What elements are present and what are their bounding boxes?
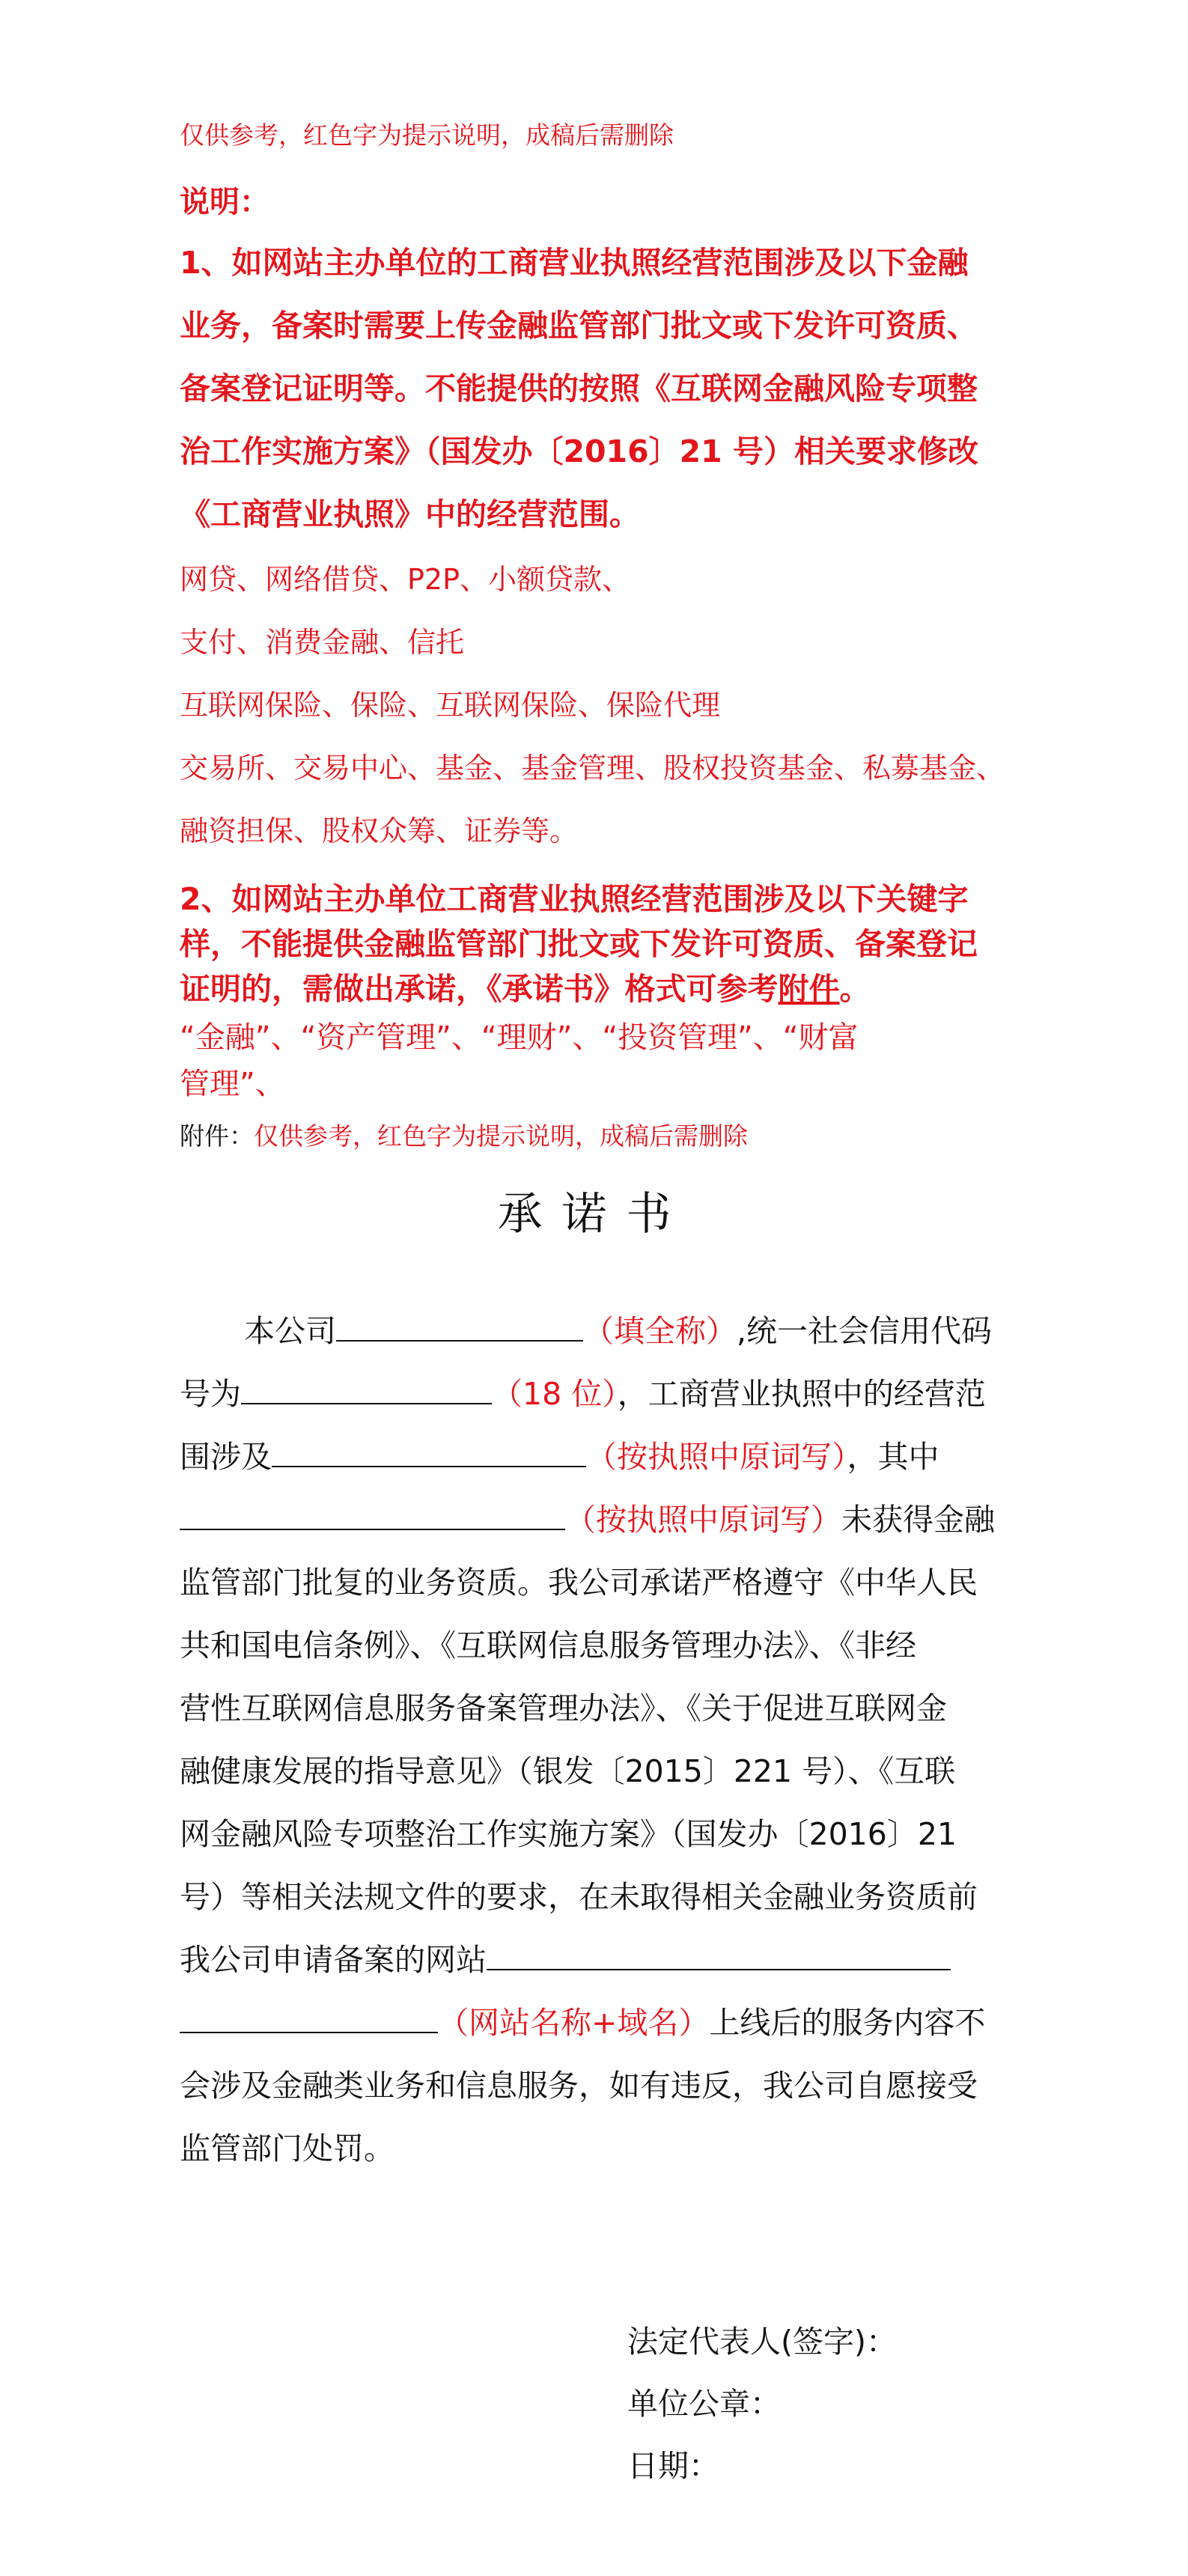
fill-hint: （18 位） — [492, 1376, 618, 1412]
attachment-label: 附件： — [180, 1121, 254, 1151]
instructions-heading: 说明： — [180, 185, 269, 219]
fill-hint: （按执照中原词写） — [565, 1502, 841, 1538]
finance-list-item: 融资担保、股权众筹、证券等。 — [180, 814, 579, 847]
finance-list-item: 支付、消费金融、信托 — [180, 626, 465, 659]
website-blank[interactable] — [487, 1939, 951, 1970]
body-line-1 — [244, 1306, 992, 1351]
body-text: 未获得金融 — [841, 1502, 995, 1538]
fill-hint: （网站名称+域名） — [438, 2005, 710, 2041]
section2-line: 样，不能提供金融监管部门批文或下发许可资质、备案登记 — [180, 926, 978, 962]
body-line-8: 融健康发展的指导意见》（银发〔2015〕221 号）、《互联 — [180, 1753, 956, 1789]
body-line-3 — [180, 1432, 939, 1476]
company-name-blank[interactable] — [336, 1310, 583, 1342]
fill-hint: （按执照中原词写） — [586, 1439, 847, 1475]
attachment-note — [180, 1117, 748, 1152]
body-line-14: 监管部门处罚。 — [180, 2131, 395, 2167]
fill-hint: （填全称） — [583, 1313, 737, 1349]
finance-list-item: 互联网保险、保险、互联网保险、保险代理 — [180, 689, 721, 722]
body-text: ，其中 — [847, 1439, 939, 1475]
business-scope-blank[interactable] — [272, 1436, 586, 1467]
body-line-13: 会涉及金融类业务和信息服务，如有违反，我公司自愿接受 — [180, 2068, 978, 2104]
body-text: 上线后的服务内容不 — [709, 2005, 986, 2041]
attachment-hint: 仅供参考，红色字为提示说明，成稿后需删除 — [254, 1121, 748, 1151]
body-line-10: 号）等相关法规文件的要求，在未取得相关金融业务资质前 — [180, 1879, 978, 1915]
body-line-6: 共和国电信条例》、《互联网信息服务管理办法》、《非经 — [180, 1627, 916, 1663]
body-text: ，工商营业执照中的经营范 — [617, 1376, 986, 1412]
keywords-line: “金融”、“资产管理”、“理财”、“投资管理”、“财富 — [180, 1020, 859, 1055]
section1-line: 《工商营业执照》中的经营范围。 — [180, 496, 640, 532]
body-text: 本公司 — [244, 1313, 336, 1349]
top-notice: 仅供参考，红色字为提示说明，成稿后需删除 — [180, 121, 674, 150]
section1-line: 治工作实施方案》（国发办〔2016〕21 号）相关要求修改 — [180, 433, 978, 469]
body-line-7: 营性互联网信息服务备案管理办法》、《关于促进互联网金 — [180, 1690, 947, 1726]
section1-line: 业务，备案时需要上传金融监管部门批文或下发许可资质、 — [180, 308, 978, 344]
website-domain-blank[interactable] — [180, 2002, 438, 2033]
body-line-4 — [180, 1495, 995, 1539]
body-line-2 — [180, 1369, 986, 1413]
section2-line: 2、如网站主办单位工商营业执照经营范围涉及以下关键字 — [180, 881, 969, 917]
credit-code-blank[interactable] — [241, 1373, 492, 1404]
body-line-12 — [180, 1998, 985, 2042]
section2-line — [180, 964, 871, 1008]
legal-representative-signature: 法定代表人(签字)： — [627, 2324, 897, 2360]
section2-text: 证明的，需做出承诺，《承诺书》格式可参考 — [180, 971, 779, 1007]
body-line-5: 监管部门批复的业务资质。我公司承诺严格遵守《中华人民 — [180, 1565, 978, 1601]
attachment-link[interactable]: 附件 — [778, 971, 840, 1007]
date-field: 日期： — [627, 2448, 719, 2484]
body-text: ,统一社会信用代码 — [737, 1313, 993, 1349]
company-seal: 单位公章： — [627, 2386, 781, 2422]
document-title: 承诺书 — [497, 1188, 691, 1240]
finance-list-item: 交易所、交易中心、基金、基金管理、股权投资基金、私募基金、 — [180, 752, 1005, 785]
body-line-11 — [180, 1935, 951, 1979]
finance-list-item: 网贷、网络借贷、P2P、小额贷款、 — [180, 563, 631, 596]
body-text: 围涉及 — [180, 1439, 272, 1475]
section1-line: 1、如网站主办单位的工商营业执照经营范围涉及以下金融 — [180, 245, 969, 281]
body-text: 我公司申请备案的网站 — [180, 1942, 487, 1978]
business-term-blank[interactable] — [180, 1499, 565, 1530]
keywords-line: 管理”、 — [180, 1067, 285, 1101]
section2-period: 。 — [839, 971, 871, 1007]
section1-line: 备案登记证明等。不能提供的按照《互联网金融风险专项整 — [180, 371, 978, 407]
body-text: 号为 — [180, 1376, 241, 1412]
body-line-9: 网金融风险专项整治工作实施方案》（国发办〔2016〕21 — [180, 1816, 957, 1852]
